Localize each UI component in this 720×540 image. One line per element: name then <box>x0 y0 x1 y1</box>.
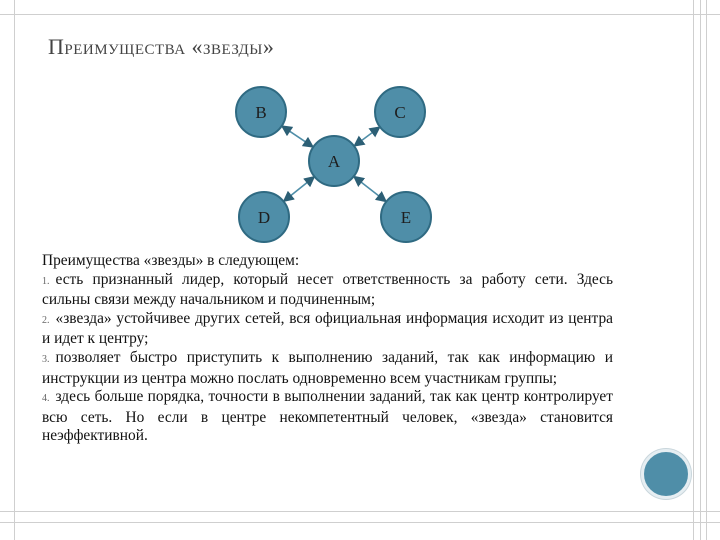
item-number: 2. <box>42 314 50 326</box>
item-text: есть признанный лидер, который несет ответственность за работу сети. Здесь сильны связи между начальником и подчиненным; <box>42 270 613 309</box>
edge-A-C <box>354 127 380 146</box>
slide-title: Преимущества «звезды» <box>48 34 275 59</box>
node-D <box>239 192 289 242</box>
node-label: B <box>255 103 267 122</box>
node-E <box>381 192 431 242</box>
item-number: 1. <box>42 275 50 287</box>
diagram-nodes <box>236 87 431 242</box>
intro-text: Преимущества «звезды» в следующем: <box>42 252 300 269</box>
list-item-3 <box>42 349 613 388</box>
item-text: здесь больше порядка, точности в выполнении заданий, так как центр контролирует всю сеть. Но если в центре некомпетентный человек, «звезда» становится неэффективной. <box>42 388 613 445</box>
list-item-4 <box>42 388 613 446</box>
node-label: D <box>257 208 271 227</box>
edge-A-E <box>354 176 387 201</box>
item-number: 4. <box>42 393 50 405</box>
node-C <box>375 87 425 137</box>
list-item-2 <box>42 310 613 349</box>
item-number: 3. <box>42 353 50 365</box>
node-label: A <box>327 152 341 171</box>
edge-A-B <box>282 126 313 147</box>
item-text: позволяет быстро приступить к выполнению заданий, так как информацию и инструкции из центра можно послать одновременно всем участникам группы; <box>42 348 613 387</box>
decorative-circle <box>641 449 691 499</box>
node-label: E <box>400 208 412 227</box>
node-B <box>236 87 286 137</box>
item-text: «звезда» устойчивее других сетей, вся официальная информация исходит из центра и идет к центру; <box>42 309 613 348</box>
node-label: C <box>394 103 406 122</box>
node-A <box>309 136 359 186</box>
edge-A-D <box>284 177 315 202</box>
slide-body <box>42 252 613 446</box>
list-item-1 <box>42 271 613 310</box>
